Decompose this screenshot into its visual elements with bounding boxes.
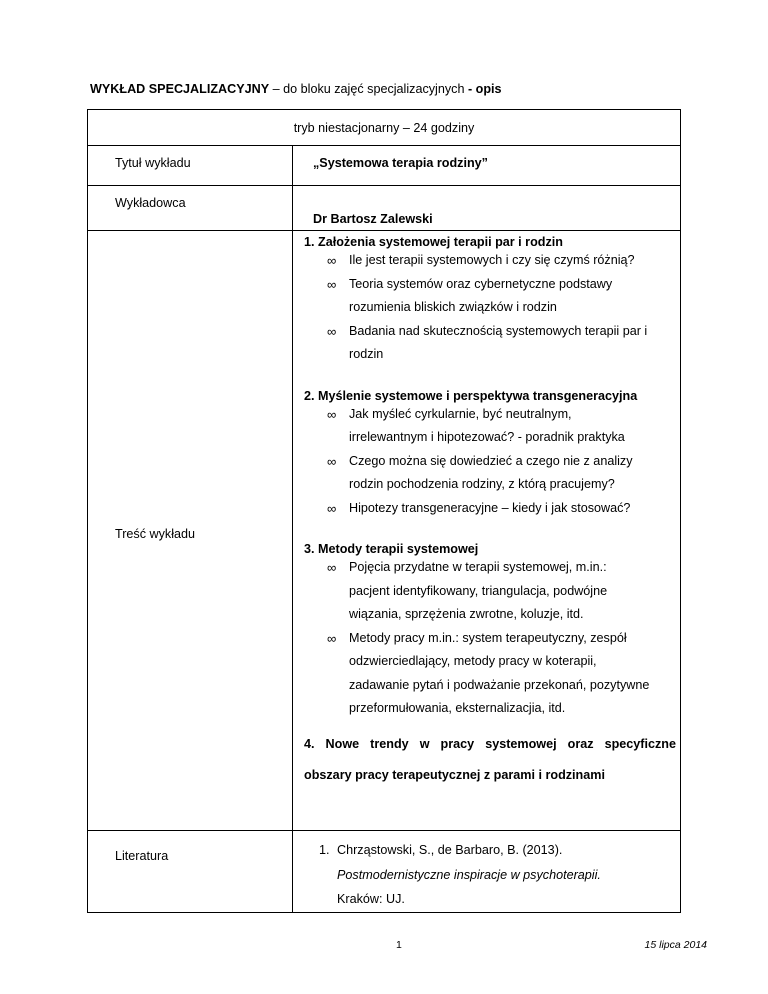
mode-cell: tryb niestacjonarny – 24 godziny: [88, 110, 681, 146]
item-line: Teoria systemów oraz cybernetyczne podstawy: [349, 276, 613, 291]
title-label: Tytuł wykładu: [115, 156, 191, 170]
item-line: zadawanie pytań i podważanie przekonań, pozytywne: [349, 677, 650, 692]
item-line: przeformułowania, eksternalizacjia, itd.: [349, 701, 566, 715]
content-label-cell: [88, 231, 293, 831]
title-value-cell: [293, 146, 681, 186]
item-line: irrelewantnym i hipotezować? - poradnik praktyka: [349, 430, 625, 444]
infinity-bullet-icon: ∞: [327, 406, 337, 422]
item-line: rodzin: [349, 347, 384, 361]
course-table: [87, 109, 681, 913]
title-value: „Systemowa terapia rodziny”: [313, 156, 488, 170]
item-line: rozumienia bliskich związków i rodzin: [349, 300, 557, 314]
literature-label: Literatura: [115, 849, 169, 863]
lecturer-label-cell: [88, 186, 293, 231]
literature-cell: [293, 831, 681, 913]
section-3-item-2: [293, 627, 680, 721]
infinity-bullet-icon: ∞: [327, 500, 337, 516]
literature-number: 1.: [319, 843, 330, 857]
page-number: 1: [396, 939, 402, 951]
lecturer-label: Wykładowca: [115, 196, 186, 210]
lecturer-value-cell: [293, 186, 681, 231]
item-line: Jak myśleć cyrkularnie, być neutralnym,: [349, 406, 572, 421]
item-line: pacjent identyfikowany, triangulacja, podwójne: [349, 583, 608, 598]
section-1-item-1: [293, 249, 680, 273]
literature-title: Postmodernistyczne inspiracje w psychoterapii.: [337, 867, 601, 882]
section-1-item-3: [293, 320, 680, 367]
infinity-bullet-icon: ∞: [327, 630, 337, 646]
content-cell: [293, 231, 681, 831]
section-2-item-3: [293, 497, 680, 521]
item-line: odzwierciedlający, metody pracy w koterapii,: [349, 654, 597, 668]
literature-label-cell: [88, 831, 293, 913]
section-3-item-1: [293, 556, 680, 627]
infinity-bullet-icon: ∞: [327, 560, 337, 575]
section-4-line-2: obszary pracy terapeutycznej z parami i rodzinami: [304, 767, 605, 782]
document-heading: [90, 82, 502, 96]
item-line: Czego można się dowiedzieć a czego nie z analizy: [349, 453, 633, 468]
item-line: Badania nad skutecznością systemowych terapii par i: [349, 323, 648, 338]
title-label-cell: [88, 146, 293, 186]
item-line: wiązania, sprzężenia zwrotne, koluzje, itd.: [349, 607, 584, 621]
footer-date: 15 lipca 2014: [644, 939, 707, 951]
item-line: Hipotezy transgeneracyjne – kiedy i jak stosować?: [349, 500, 631, 515]
item-line: rodzin pochodzenia rodziny, z którą pracujemy?: [349, 477, 615, 491]
section-3-title: 3. Metody terapii systemowej: [304, 542, 479, 556]
item-line: Metody pracy m.in.: system terapeutyczny, zespół: [349, 630, 627, 645]
infinity-bullet-icon: ∞: [327, 253, 337, 268]
heading-middle: – do bloku zajęć specjalizacyjnych: [269, 82, 468, 96]
section-2-item-1: [293, 403, 680, 450]
literature-line-2: [337, 863, 680, 888]
section-1-item-2: [293, 273, 680, 320]
literature-item-1: [293, 838, 680, 912]
section-1-title: 1. Założenia systemowej terapii par i rodzin: [304, 235, 563, 249]
section-2-item-2: [293, 450, 680, 497]
section-4-title: [293, 729, 680, 791]
literature-line-1: Chrząstowski, S., de Barbaro, B. (2013).: [337, 843, 563, 857]
literature-line-3: Kraków: UJ.: [337, 892, 405, 906]
section-2-title: 2. Myślenie systemowe i perspektywa transgeneracyjna: [304, 388, 638, 403]
infinity-bullet-icon: ∞: [327, 276, 337, 292]
item-line: Ile jest terapii systemowych i czy się czymś różnią?: [349, 253, 635, 267]
infinity-bullet-icon: ∞: [327, 453, 337, 469]
infinity-bullet-icon: ∞: [327, 323, 337, 339]
heading-bold: WYKŁAD SPECJALIZACYJNY: [90, 82, 270, 96]
item-line: Pojęcia przydatne w terapii systemowej, m.in.:: [349, 560, 607, 574]
heading-bold-tail: - opis: [467, 82, 502, 96]
content-label: Treść wykładu: [115, 527, 196, 541]
section-4-line-1: 4. Nowe trendy w pracy systemowej oraz specyficzne: [304, 736, 676, 751]
lecturer-value: Dr Bartosz Zalewski: [313, 212, 433, 226]
